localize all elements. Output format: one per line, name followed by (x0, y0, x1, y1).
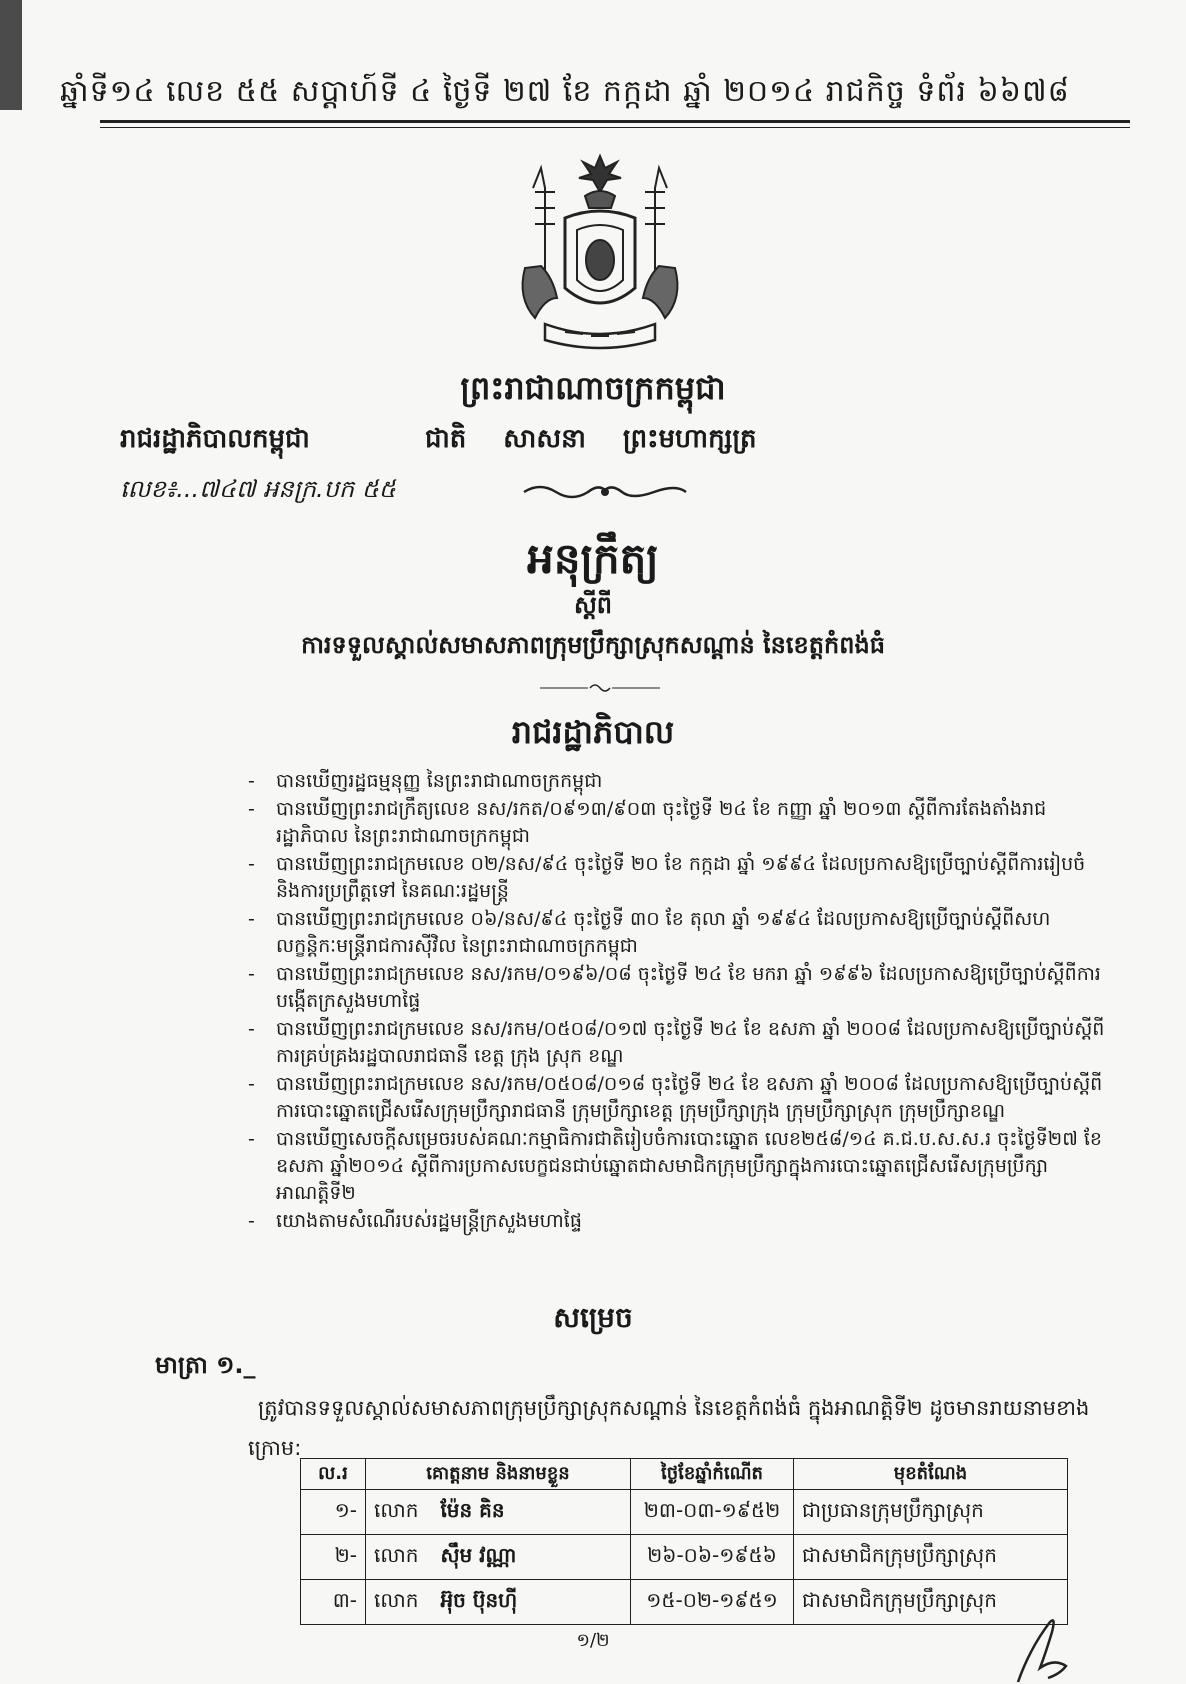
header-rule-thin (100, 127, 1130, 128)
reference-number: លេខ៖...៧៤៧ អនក្រ.បក ៥៥ (120, 475, 396, 503)
member-name: ស៊ឹម វណ្ណា (440, 1543, 517, 1567)
member-position: ជាសមាជិកក្រុមប្រឹក្សាស្រុក (794, 1580, 1068, 1625)
col-header-position: មុខតំណែង (794, 1459, 1068, 1490)
government-heading: រាជរដ្ឋាភិបាល (511, 713, 675, 751)
document-about-label: ស្តីពី (573, 591, 613, 619)
initials-signature-icon (1010, 1608, 1080, 1684)
royal-coat-of-arms-icon (505, 148, 695, 358)
row-number: ២- (301, 1535, 366, 1580)
decision-heading: សម្រេច (553, 1301, 633, 1334)
member-name-cell (366, 1535, 631, 1580)
clause-item: - បានឃើញព្រះរាជក្រមលេខ ០៦/នស/៩៤ ចុះថ្ងៃទី ៣០ ខែ តុលា ឆ្នាំ ១៩៩៤ ដែលប្រកាសឱ្យប្រើច្បាប់ស្តីពីសហលក្ខន្តិកៈមន្ត្រីរាជការស៊ីវិល នៃព្រះរាជាណាចក្រកម្ពុជា (248, 906, 1108, 960)
member-position: ជាប្រធានក្រុមប្រឹក្សាស្រុក (794, 1490, 1068, 1535)
member-title: លោក (374, 1498, 419, 1522)
members-table (300, 1458, 1068, 1625)
member-dob: ២៦-០៦-១៩៥៦ (631, 1535, 794, 1580)
member-dob: ២៣-០៣-១៩៥២ (631, 1490, 794, 1535)
col-header-dob: ថ្ងៃខែឆ្នាំកំណើត (631, 1459, 794, 1490)
article-label: មាត្រា ១._ (155, 1351, 256, 1379)
clause-item: - បានឃើញព្រះរាជក្រមលេខ នស/រកម/០៥០៨/០១៧ ចុះថ្ងៃទី ២៤ ខែ ឧសភា ឆ្នាំ ២០០៨ ដែលប្រកាសឱ្យប្រើច្បាប់ស្តីពីការគ្រប់គ្រងរដ្ឋបាលរាជធានី ខេត្ត ក្រុង ស្រុក ខណ្ឌ (248, 1016, 1108, 1070)
clause-item: - បានឃើញព្រះរាជក្រឹត្យលេខ នស/រកត/០៩១៣/៩០៣ ចុះថ្ងៃទី ២៤ ខែ កញ្ញា ឆ្នាំ ២០១៣ ស្តីពីការតែងតាំងរាជរដ្ឋាភិបាល នៃព្រះរាជាណាចក្រកម្ពុជា (248, 796, 1108, 850)
article-text: ត្រូវបានទទួលស្គាល់សមាសភាពក្រុមប្រឹក្សាស្រុកសណ្តាន់ នៃខេត្តកំពង់ធំ ក្នុងអាណត្តិទី២ ដូចមានរាយនាមខាងក្រោម: (248, 1396, 1090, 1460)
clause-item: - បានឃើញព្រះរាជក្រមលេខ នស/រកម/០១៩៦/០៨ ចុះថ្ងៃទី ២៤ ខែ មករា ឆ្នាំ ១៩៩៦ ដែលប្រកាសឱ្យប្រើច្បាប់ស្តីពីការបង្កើតក្រសួងមហាផ្ទៃ (248, 961, 1108, 1015)
preamble-clauses (248, 768, 1108, 1236)
member-dob: ១៥-០២-១៩៥១ (631, 1580, 794, 1625)
col-header-number: ល.រ (301, 1459, 366, 1490)
member-title: លោក (374, 1588, 419, 1612)
row-number: ៣- (301, 1580, 366, 1625)
table-row (301, 1490, 1068, 1535)
table-header-row (301, 1459, 1068, 1490)
national-motto: ជាតិ សាសនា ព្រះមហាក្សត្រ (425, 424, 757, 454)
scan-edge-shadow (0, 0, 22, 110)
row-number: ១- (301, 1490, 366, 1535)
member-position: ជាសមាជិកក្រុមប្រឹក្សាស្រុក (794, 1535, 1068, 1580)
gazette-header: ឆ្នាំទី១៤ លេខ ៥៥ សប្តាហ៍ទី ៤ ថ្ងៃទី ២៧ ខែ កក្កដា ឆ្នាំ ២០១៤ រាជកិច្ច ទំព័រ ៦៦៧៨ (60, 74, 1070, 109)
document-type-title: អនុក្រឹត្យ (527, 534, 659, 583)
clause-item: - បានឃើញសេចក្តីសម្រេចរបស់គណៈកម្មាធិការជាតិរៀបចំការបោះឆ្នោត លេខ២៥៨/១៤ គ.ជ.ប.ស.ស.រ ចុះថ្ងៃទី២៧ ខែឧសភា ឆ្នាំ២០១៤ ស្តីពីការប្រកាសបេក្ខជនជាប់ឆ្នោតជាសមាជិកក្រុមប្រឹក្សាក្នុងការបោះឆ្នោតជ្រើសរើសក្រុមប្រឹក្សា អាណត្តិទី២ (248, 1126, 1108, 1207)
ornament-flourish-icon (520, 478, 690, 502)
col-header-name: គោត្តនាម និងនាមខ្លួន (366, 1459, 631, 1490)
clause-item: - បានឃើញព្រះរាជក្រមលេខ នស/រកម/០៥០៨/០១៨ ចុះថ្ងៃទី ២៤ ខែ ឧសភា ឆ្នាំ ២០០៨ ដែលប្រកាសឱ្យប្រើច្បាប់ស្តីពីការបោះឆ្នោតជ្រើសរើសក្រុមប្រឹក្សារាជធានី ក្រុមប្រឹក្សាខេត្ត ក្រុមប្រឹក្សាក្រុង ក្រុមប្រឹក្សាស្រុក ក្រុមប្រឹក្សាខណ្ឌ (248, 1071, 1108, 1125)
clause-item: - បានឃើញព្រះរាជក្រមលេខ ០២/នស/៩៤ ចុះថ្ងៃទី ២០ ខែ កក្កដា ឆ្នាំ ១៩៩៤ ដែលប្រកាសឱ្យប្រើច្បាប់ស្តីពីការរៀបចំ និងការប្រព្រឹត្តទៅ នៃគណៈរដ្ឋមន្ត្រី (248, 851, 1108, 905)
member-name: អ៊ុច ប៊ុនហ៊ី (440, 1588, 518, 1612)
kingdom-title: ព្រះរាជាណាចក្រកម្ពុជា (460, 369, 726, 407)
page-number: ១/២ (576, 1630, 610, 1651)
member-title: លោក (374, 1543, 419, 1567)
government-name: រាជរដ្ឋាភិបាលកម្ពុជា (120, 424, 310, 454)
member-name-cell (366, 1580, 631, 1625)
member-name-cell (366, 1490, 631, 1535)
member-name: ម៉ែន គិន (440, 1498, 505, 1522)
table-row (301, 1580, 1068, 1625)
ornament-divider-icon (540, 682, 660, 694)
header-rule (100, 120, 1130, 123)
clause-item: - បានឃើញរដ្ឋធម្មនុញ្ញ នៃព្រះរាជាណាចក្រកម្ពុជា (248, 768, 1108, 795)
table-row (301, 1535, 1068, 1580)
document-subject: ការទទួលស្គាល់សមាសភាពក្រុមប្រឹក្សាស្រុកសណ្តាន់ នៃខេត្តកំពង់ធំ (301, 631, 885, 659)
clause-item: - យោងតាមសំណើរបស់រដ្ឋមន្ត្រីក្រសួងមហាផ្ទៃ (248, 1208, 1108, 1235)
